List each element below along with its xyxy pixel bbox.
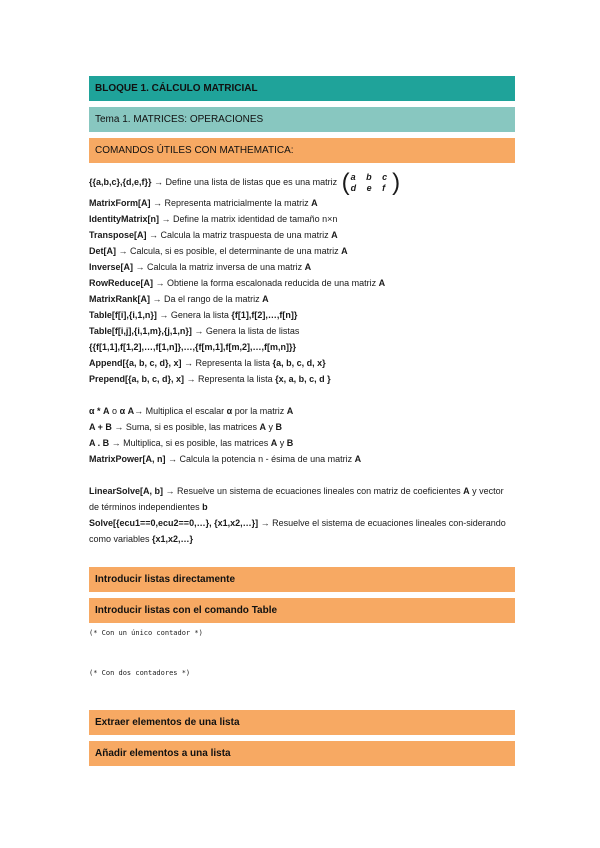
spacer	[89, 467, 515, 483]
command-code: Transpose[A]	[89, 230, 147, 240]
scalar-arg: A	[286, 406, 294, 416]
command-desc: → Calcula la matriz traspuesta de una matriz	[146, 230, 332, 240]
command-line	[89, 275, 515, 291]
dot-code: A . B	[89, 438, 110, 448]
solve-code: Solve[{ecu1==0,ecu2==0,…}, {x1,x2,…}]	[89, 518, 259, 528]
prepend-code: Prepend[{a, b, c, d}, x]	[89, 374, 185, 384]
command-desc: → Genera la lista	[156, 310, 232, 320]
command-code: RowReduce[A]	[89, 278, 154, 288]
append-arg: {a, b, c, d, x}	[272, 358, 326, 368]
prepend-desc: → Representa la lista	[184, 374, 276, 384]
linear-solve-a: A	[463, 486, 470, 496]
dot-line	[89, 435, 515, 451]
commands-header: COMANDOS ÚTILES CON MATHEMATICA:	[89, 138, 515, 163]
document-page	[89, 76, 515, 772]
dot-a: A	[270, 438, 278, 448]
solve-paragraph	[89, 515, 515, 547]
matrix-row-1: a b c	[350, 171, 392, 182]
scalar-code-2: α A	[119, 406, 135, 416]
command-line	[89, 291, 515, 307]
prepend-arg: {x, a, b, c, d }	[275, 374, 331, 384]
topic-header: Tema 1. MATRICES: OPERACIONES	[89, 107, 515, 132]
table-result-line	[89, 339, 515, 355]
scalar-alpha: α	[226, 406, 233, 416]
linear-solve-desc-2: y vector de términos independientes	[89, 486, 504, 512]
command-desc: → Representa matricialmente la matriz	[150, 198, 312, 208]
linear-solve-b: b	[202, 502, 208, 512]
right-paren: )	[392, 168, 401, 196]
list-definition-code: {{a,b,c},{d,e,f}}	[89, 177, 152, 187]
command-desc: → Obtiene la forma escalonada reducida de una matriz	[153, 278, 379, 288]
command-code: Inverse[A]	[89, 262, 134, 272]
solve-arg: {x1,x2,…}	[152, 534, 194, 544]
spacer	[89, 637, 515, 669]
list-definition-line	[89, 169, 515, 195]
append-line	[89, 355, 515, 371]
command-desc: → Genera la lista de listas	[191, 326, 300, 336]
sum-line	[89, 419, 515, 435]
command-line	[89, 227, 515, 243]
comment-double-counter: (* Con dos contadores *)	[89, 669, 191, 677]
sum-code: A + B	[89, 422, 112, 432]
section-intro-lists: Introducir listas directamente	[89, 567, 515, 592]
left-paren: (	[341, 168, 350, 196]
dot-y: y	[277, 438, 287, 448]
sum-b: B	[275, 422, 282, 432]
scalar-sep: o	[109, 406, 120, 416]
scalar-line	[89, 403, 515, 419]
command-arg: A	[311, 198, 318, 208]
power-line	[89, 451, 515, 467]
prepend-line	[89, 371, 515, 387]
command-line	[89, 211, 515, 227]
block-header: BLOQUE 1. CÁLCULO MATRICIAL	[89, 76, 515, 101]
command-line	[89, 195, 515, 211]
section-extract: Extraer elementos de una lista	[89, 710, 515, 735]
command-desc: → Da el rango de la matriz	[150, 294, 263, 304]
command-line	[89, 307, 515, 323]
spacer	[89, 677, 515, 710]
table-result: {{f[1,1],f[1,2],…,f[1,n]},…,{f[m,1],f[m,2],…,f[m,n]}}	[89, 342, 297, 352]
linear-solve-desc: → Resuelve un sistema de ecuaciones lineales con matriz de coeficientes	[163, 486, 464, 496]
solve-desc: → Resuelve el sistema de ecuaciones lineales con-siderando como variables	[89, 518, 506, 544]
append-code: Append[{a, b, c, d}, x]	[89, 358, 182, 368]
matrix-rows	[350, 172, 393, 194]
sum-a: A	[259, 422, 266, 432]
command-desc: → Calcula, si es posible, el determinante de una matriz	[116, 246, 342, 256]
section-add: Añadir elementos a una lista	[89, 741, 515, 766]
dot-b: B	[286, 438, 294, 448]
power-arg: A	[354, 454, 362, 464]
command-code: Table[f[i,j],{i,1,m},{j,1,n}]	[89, 326, 192, 336]
power-code: MatrixPower[A, n]	[89, 454, 166, 464]
command-arg: A	[262, 294, 269, 304]
command-code: Table[f[i],{i,1,n}]	[89, 310, 157, 320]
command-line	[89, 243, 515, 259]
command-arg: A	[304, 262, 312, 272]
spacer	[89, 547, 515, 567]
list-definition-desc: → Define una lista de listas que es una matriz	[151, 177, 338, 187]
command-line	[89, 323, 515, 339]
command-arg: A	[378, 278, 386, 288]
spacer	[89, 387, 515, 403]
command-desc: → Calcula la matriz inversa de una matriz	[133, 262, 305, 272]
command-code: Det[A]	[89, 246, 116, 256]
matrix-example	[341, 168, 401, 196]
command-code: IdentityMatrix[n]	[89, 214, 160, 224]
scalar-desc-2: por la matriz	[232, 406, 287, 416]
command-code: MatrixForm[A]	[89, 198, 151, 208]
command-desc: → Define la matrix identidad de tamaño n×n	[159, 214, 338, 224]
command-arg: A	[341, 246, 348, 256]
comment-single-counter: (* Con un único contador *)	[89, 629, 203, 637]
command-code: MatrixRank[A]	[89, 294, 151, 304]
sum-desc: → Suma, si es posible, las matrices	[111, 422, 260, 432]
power-desc: → Calcula la potencia n - ésima de una matriz	[165, 454, 355, 464]
sum-y: y	[265, 422, 276, 432]
linear-solve-paragraph	[89, 483, 515, 515]
command-arg: {f[1],f[2],…,f[n]}	[231, 310, 298, 320]
command-arg: A	[331, 230, 338, 240]
append-desc: → Representa la lista	[181, 358, 273, 368]
scalar-code-1: α * A	[89, 406, 110, 416]
matrix-row-2: d e f	[350, 182, 390, 193]
command-line	[89, 259, 515, 275]
scalar-desc-1: → Multiplica el escalar	[134, 406, 227, 416]
dot-desc: → Multiplica, si es posible, las matrices	[109, 438, 271, 448]
linear-solve-code: LinearSolve[A, b]	[89, 486, 164, 496]
section-table-lists: Introducir listas con el comando Table	[89, 598, 515, 623]
